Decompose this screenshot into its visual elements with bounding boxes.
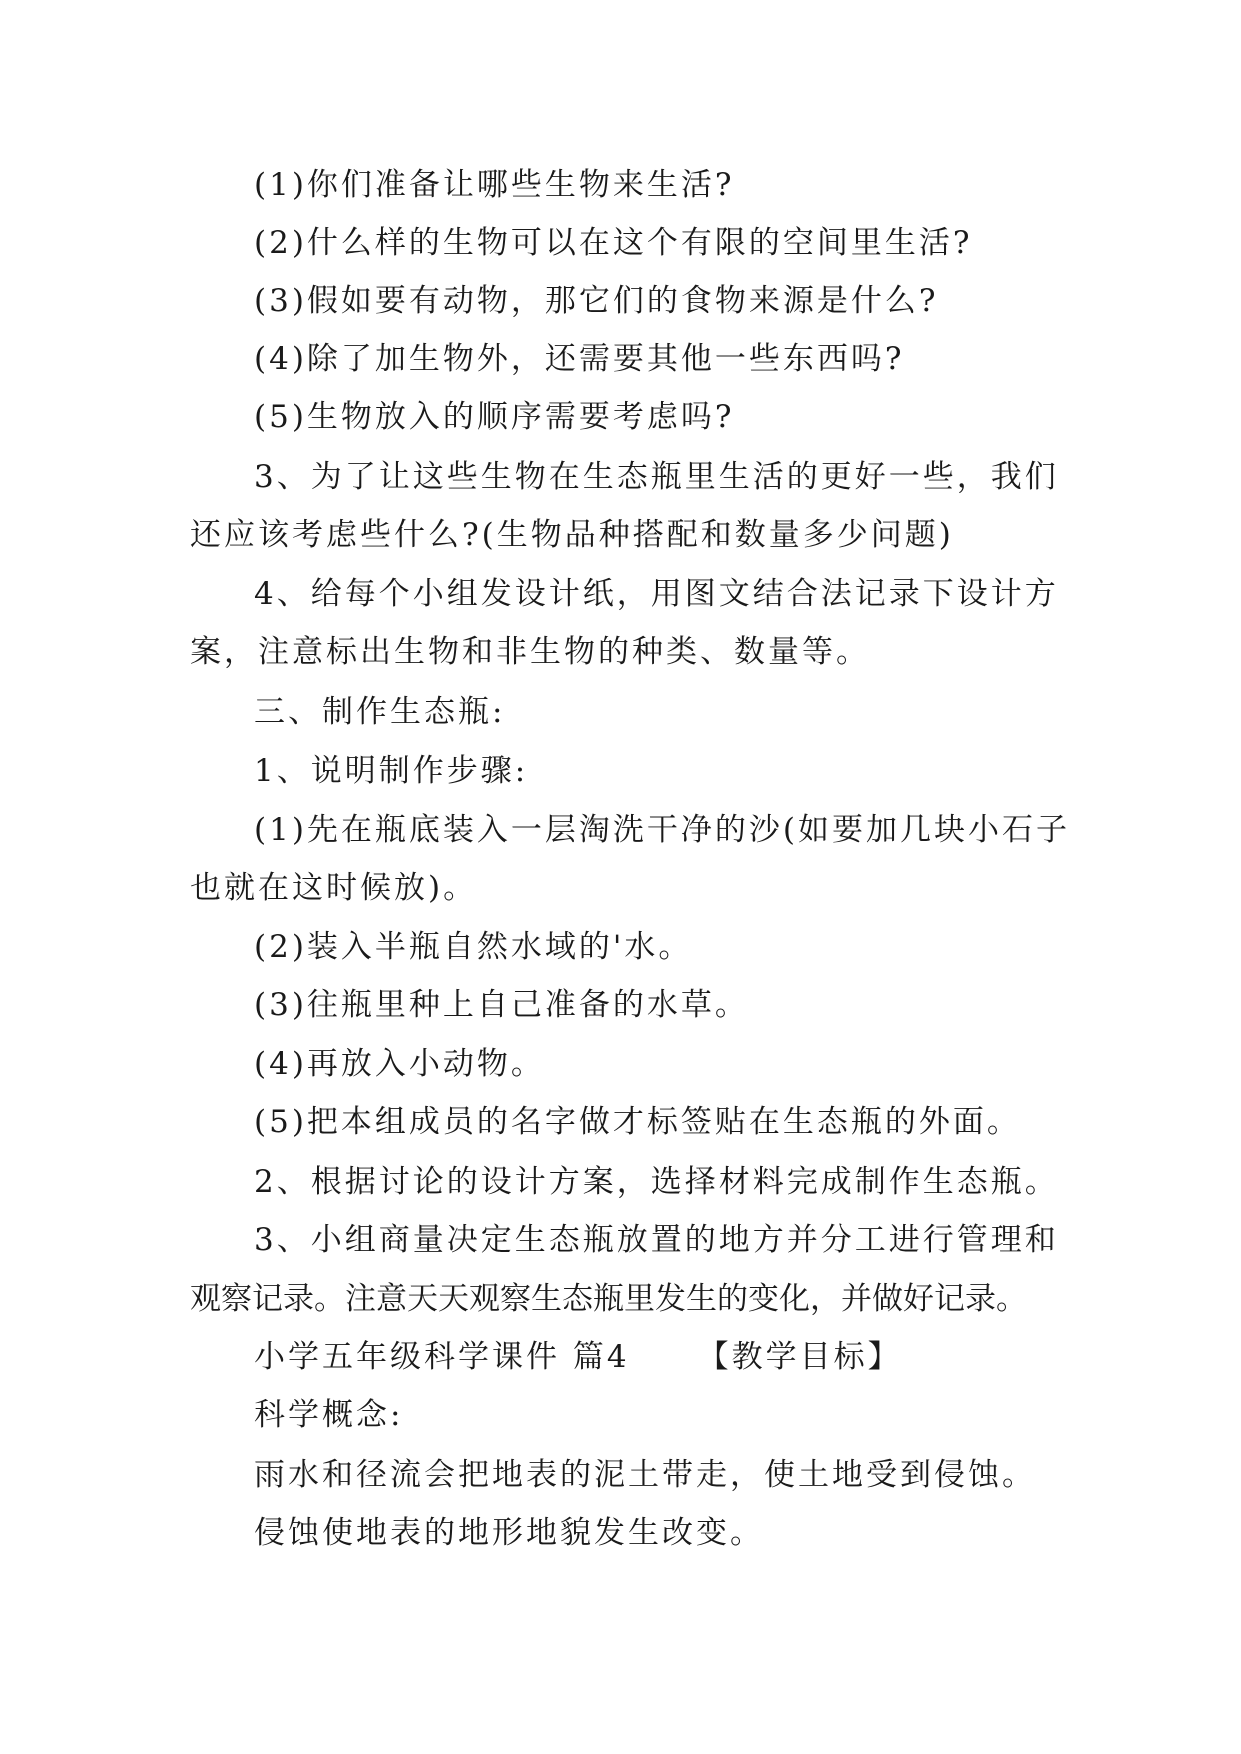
text-line: 3、为了让这些生物在生态瓶里生活的更好一些，我们 [254, 459, 1059, 495]
text-line: 3、小组商量决定生态瓶放置的地方并分工进行管理和 [254, 1222, 1059, 1258]
text-line: (4)再放入小动物。 [254, 1046, 545, 1082]
text-line: 4、给每个小组发设计纸，用图文结合法记录下设计方 [254, 576, 1059, 612]
section-label: 【教学目标】 [697, 1339, 902, 1375]
text-line: (5)生物放入的顺序需要考虑吗? [254, 399, 735, 435]
text-line: 三、制作生态瓶: [254, 694, 506, 730]
text-line: (2)什么样的生物可以在这个有限的空间里生活? [254, 225, 973, 261]
section-title: 小学五年级科学课件 篇4 [254, 1339, 630, 1375]
text-line: 观察记录。注意天天观察生态瓶里发生的变化，并做好记录。 [190, 1281, 1027, 1317]
text-line: (3)往瓶里种上自己准备的水草。 [254, 987, 749, 1023]
text-line: (5)把本组成员的名字做才标签贴在生态瓶的外面。 [254, 1104, 1021, 1140]
text-line: (2)装入半瓶自然水域的'水。 [254, 929, 693, 965]
section-heading [254, 1337, 1134, 1377]
text-line: (3)假如要有动物，那它们的食物来源是什么? [254, 283, 939, 319]
text-line: (1)你们准备让哪些生物来生活? [254, 167, 735, 203]
concept-line: 侵蚀使地表的地形地貌发生改变。 [254, 1515, 764, 1551]
text-line: 也就在这时候放)。 [190, 870, 478, 906]
text-line: 1、说明制作步骤: [254, 753, 529, 789]
text-line: (1)先在瓶底装入一层淘洗干净的沙(如要加几块小石子 [254, 812, 1071, 848]
text-line: (4)除了加生物外，还需要其他一些东西吗? [254, 341, 905, 377]
text-line: 还应该考虑些什么?(生物品种搭配和数量多少问题) [190, 517, 954, 553]
text-line: 案，注意标出生物和非生物的种类、数量等。 [190, 634, 870, 670]
text-line: 2、根据讨论的设计方案，选择材料完成制作生态瓶。 [254, 1164, 1059, 1200]
concept-heading: 科学概念: [254, 1397, 404, 1433]
concept-line: 雨水和径流会把地表的泥土带走，使土地受到侵蚀。 [254, 1457, 1036, 1493]
